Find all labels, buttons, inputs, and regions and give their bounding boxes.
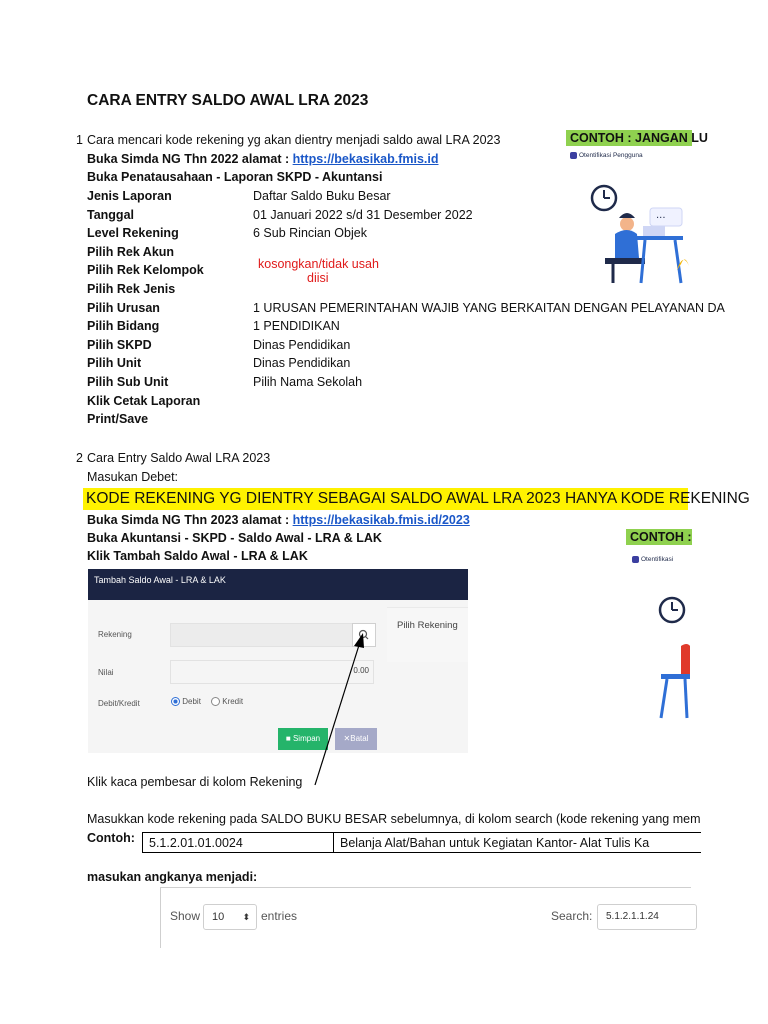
nilai-value: 0.00 — [353, 666, 369, 675]
field-value: 6 Sub Rincian Objek — [253, 226, 367, 240]
form-header: Tambah Saldo Awal - LRA & LAK — [88, 569, 468, 600]
field-label: Pilih Unit — [87, 356, 142, 370]
batal-button[interactable]: ✕Batal — [335, 728, 377, 750]
radio-unchecked-icon — [211, 697, 220, 706]
field-value: Dinas Pendidikan — [253, 338, 351, 352]
field-value: Dinas Pendidikan — [253, 356, 351, 370]
save-icon: ■ — [285, 734, 293, 743]
entries-select[interactable]: 10 ⬍ — [203, 904, 257, 930]
field-value: 1 URUSAN PEMERINTAHAN WAJIB YANG BERKAITAN DENGAN PELAYANAN DA — [253, 301, 725, 315]
masukkan-kode: Masukkan kode rekening pada SALDO BUKU BESAR sebelumnya, di kolom search (kode rekening yang mem — [87, 812, 701, 826]
field-value: Daftar Saldo Buku Besar — [253, 189, 391, 203]
simpan-button[interactable]: ■ Simpan — [278, 728, 328, 750]
workspace-illustration-2 — [655, 590, 690, 720]
uraian-cell: Belanja Alat/Bahan untuk Kegiatan Kantor- Alat Tulis Ka — [334, 833, 702, 853]
entries-label: entries — [261, 909, 298, 923]
field-label: Pilih SKPD — [87, 338, 152, 352]
sort-arrows-icon: ⬍ — [242, 912, 250, 922]
datatable-controls — [160, 887, 691, 948]
section-1-buka-line — [87, 150, 439, 168]
section-2-number: 2 — [76, 451, 83, 465]
note-line-1: kosongkan/tidak usah — [258, 257, 379, 271]
field-label: Tanggal — [87, 208, 134, 222]
highlight-note: KODE REKENING YG DIENTRY SEBAGAI SALDO AWAL LRA 2023 HANYA KODE REKENING — [83, 488, 688, 510]
field-label: Klik Cetak Laporan — [87, 394, 201, 408]
field-label: Pilih Rek Akun — [87, 245, 175, 259]
debit-radio[interactable]: Debit — [171, 697, 201, 706]
example-label-1: CONTOH : JANGAN LU — [566, 130, 692, 146]
app-logo-icon — [570, 152, 577, 159]
svg-text:···: ··· — [656, 213, 666, 224]
buka-label-2: Buka Simda NG Thn 2023 alamat : — [87, 513, 293, 527]
masukan-angka: masukan angkanya menjadi: — [87, 870, 258, 884]
kredit-radio[interactable]: Kredit — [211, 697, 243, 706]
otentifikasi-label-2: Otentifikasi — [632, 556, 673, 563]
field-label: Pilih Rek Jenis — [87, 282, 176, 296]
section-1-heading: Cara mencari kode rekening yg akan dientry menjadi saldo awal LRA 2023 — [87, 133, 501, 147]
kode-cell: 5.1.2.01.01.0024 — [143, 833, 334, 853]
note-line-2: diisi — [307, 271, 329, 285]
example-label-2: CONTOH : — [626, 529, 692, 545]
field-label: Pilih Sub Unit — [87, 375, 169, 389]
pilih-rekening-panel — [387, 607, 468, 662]
search-label: Search: — [551, 909, 593, 923]
chat-bubble-icon — [650, 208, 682, 226]
page-title: CARA ENTRY SALDO AWAL LRA 2023 — [87, 92, 369, 109]
pilih-rekening-title: Pilih Rekening — [397, 620, 458, 631]
buka-label: Buka Simda NG Thn 2022 alamat : — [87, 152, 293, 166]
url-link-2023[interactable]: https://bekasikab.fmis.id/2023 — [292, 513, 470, 527]
nilai-label: Nilai — [98, 668, 114, 677]
klik-kaca: Klik kaca pembesar di kolom Rekening — [87, 775, 303, 789]
field-value: 01 Januari 2022 s/d 31 Desember 2022 — [253, 208, 473, 222]
rekening-label: Rekening — [98, 630, 132, 639]
field-label: Level Rekening — [87, 226, 179, 240]
section-1-menu-path: Buka Penatausahaan - Laporan SKPD - Akuntansi — [87, 170, 383, 184]
app-logo-icon-2 — [632, 556, 639, 563]
section-2-menu-path: Buka Akuntansi - SKPD - Saldo Awal - LRA & LAK — [87, 531, 382, 545]
field-label: Jenis Laporan — [87, 189, 172, 203]
masukan-debet: Masukan Debet: — [87, 470, 179, 484]
otentifikasi-label-1: Otentifikasi Pengguna — [570, 152, 643, 159]
url-link-2022[interactable]: https://bekasikab.fmis.id — [292, 152, 439, 166]
radio-checked-icon — [171, 697, 180, 706]
field-label: Pilih Urusan — [87, 301, 160, 315]
section-2-buka-line — [87, 511, 470, 529]
field-label: Print/Save — [87, 412, 149, 426]
search-input[interactable]: 5.1.2.1.1.24 — [597, 904, 697, 930]
field-label: Pilih Bidang — [87, 319, 160, 333]
section-2-heading: Cara Entry Saldo Awal LRA 2023 — [87, 451, 271, 465]
field-value: 1 PENDIDIKAN — [253, 319, 340, 333]
contoh-label: Contoh: — [87, 831, 135, 845]
arrow-annotation — [300, 630, 370, 790]
debit-kredit-label: Debit/Kredit — [98, 699, 140, 708]
field-label: Pilih Rek Kelompok — [87, 263, 204, 277]
section-1-number: 1 — [76, 133, 83, 147]
close-icon: ✕ — [343, 734, 351, 743]
contoh-table — [142, 832, 701, 853]
workspace-illustration-1 — [585, 178, 690, 288]
klik-tambah: Klik Tambah Saldo Awal - LRA & LAK — [87, 549, 308, 563]
show-label: Show — [170, 909, 201, 923]
table-row — [143, 833, 702, 853]
field-value: Pilih Nama Sekolah — [253, 375, 363, 389]
